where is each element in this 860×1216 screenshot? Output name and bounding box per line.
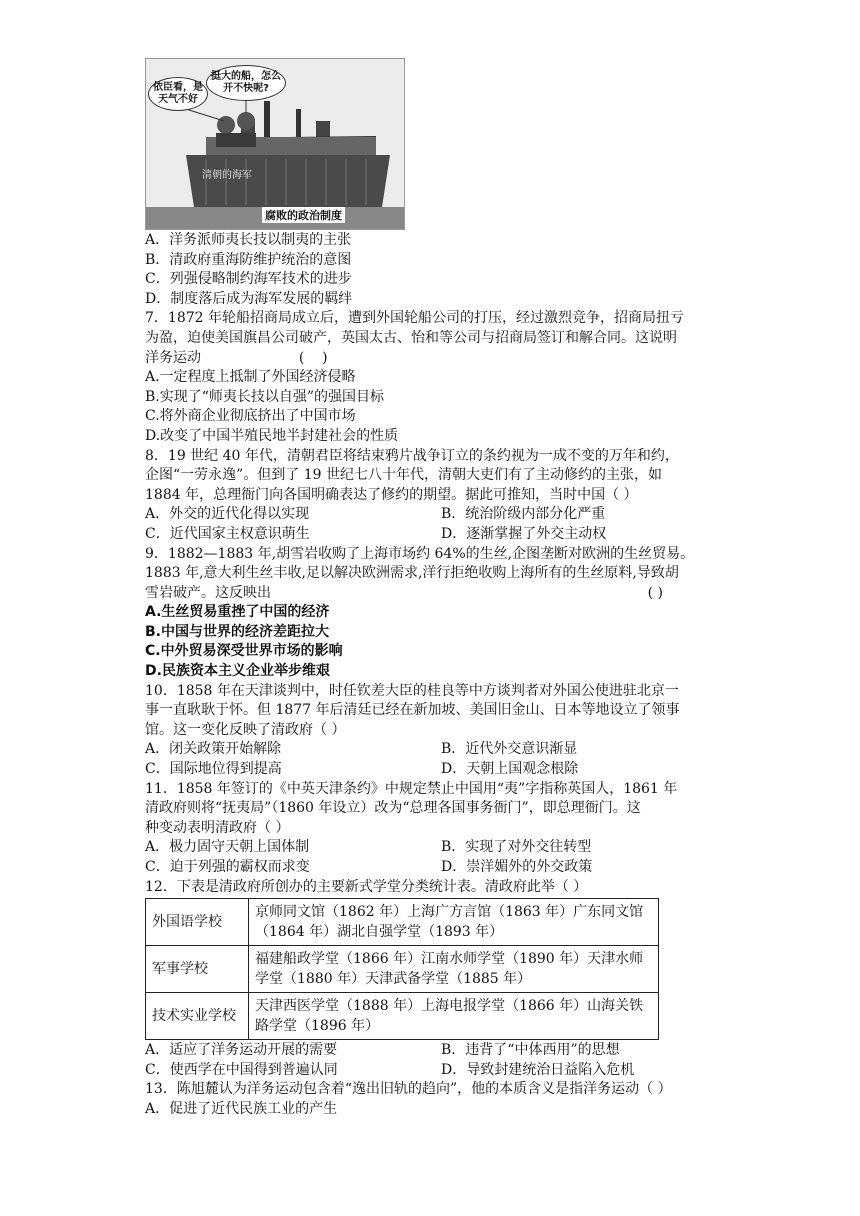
question-12 — [145, 878, 665, 1081]
hull-label: 清朝的海军 — [202, 170, 252, 181]
question-stem-line: 1883 年,意大利生丝丰收,足以解决欧洲需求,洋行拒绝收购上海所有的生丝原料,导致胡 — [145, 565, 679, 582]
question-stem-line: 11．1858 年签订的《中英天津条约》中规定禁止中国用“夷”字指称英国人，1861 年 — [145, 780, 678, 797]
option-d: D．天朝上国观念根除 — [441, 761, 579, 778]
option-row — [145, 760, 665, 780]
schools-table — [145, 898, 659, 1040]
option-b: B．实现了对外交往转型 — [441, 839, 592, 856]
table-schools-cell: 福建船政学堂（1866 年）江南水师学堂（1890 年）天津水师学堂（1880 年）天津武备学堂（1885 年） — [249, 946, 659, 993]
option-row — [145, 858, 665, 878]
table-row — [146, 946, 659, 993]
question-stem-line: 1884 年，总理衙门向各国明确表达了修约的期望。据此可推知，当时中国（ ） — [145, 486, 638, 503]
option-a: A．适应了洋务运动开展的需要 — [145, 1042, 338, 1059]
question-10 — [145, 682, 680, 780]
answer-parentheses: ( ) — [647, 584, 663, 601]
option-d: D．逐渐掌握了外交主动权 — [441, 525, 607, 542]
option-c: C．列强侵略制约海军技术的进步 — [145, 271, 352, 288]
speech-bubble-right: 挺大的船，怎么开不快呢? — [206, 65, 286, 101]
option-d: D.民族资本主义企业举步维艰 — [145, 663, 330, 680]
option-c: C.中外贸易深受世界市场的影响 — [145, 643, 343, 660]
question-9 — [145, 545, 695, 682]
question-stem-line: 10．1858 年在天津谈判中，时任钦差大臣的桂良等中方谈判者对外国公使进驻北京一 — [145, 682, 679, 699]
question-stem-line: 9．1882—1883 年,胡雪岩收购了上海市场约 64%的生丝,企图垄断对欧洲的生丝贸易。 — [145, 545, 695, 562]
option-c: C．近代国家主权意识萌生 — [145, 525, 310, 542]
option-row — [145, 1041, 665, 1061]
option-d: D．制度落后成为海军发展的羁绊 — [145, 290, 353, 307]
table-category-cell: 军事学校 — [146, 946, 249, 993]
option-d: D．崇洋媚外的外交政策 — [441, 859, 593, 875]
option-c: C．使西学在中国得到普遍认同 — [145, 1061, 338, 1078]
table-row — [146, 899, 659, 946]
question-8 — [145, 447, 679, 545]
question-stem-line: 7．1872 年轮船招商局成立后，遭到外国轮船公司的打压，经过激烈竞争，招商局扭亏 — [145, 310, 684, 327]
option-a: A．闭关政策开始解除 — [145, 741, 282, 758]
option-row — [145, 740, 665, 760]
option-a: A．极力固守天朝上国体制 — [145, 839, 310, 856]
question-stem-line: 洋务运动 ( ) — [145, 349, 328, 366]
option-a: A.生丝贸易重挫了中国的经济 — [145, 604, 330, 621]
table-category-cell: 外国语学校 — [146, 899, 249, 946]
question-stem-line: 馆。这一变化反映了清政府（ ） — [145, 721, 346, 738]
option-a: A．外交的近代化得以实现 — [145, 506, 310, 523]
option-d: D.改变了中国半殖民地半封建社会的性质 — [145, 427, 399, 444]
option-b: B.实现了“师夷长技以自强”的强国目标 — [145, 388, 385, 405]
table-schools-cell: 天津西医学堂（1888 年）上海电报学堂（1866 年）山海关铁路学堂（1896 年） — [249, 993, 659, 1040]
option-b: B.中国与世界的经济差距拉大 — [145, 623, 329, 640]
document-page — [145, 58, 695, 1120]
option-row — [145, 505, 665, 525]
option-d: D．导致封建统治日益陷入危机 — [441, 1061, 635, 1078]
option-c: C．迫于列强的霸权而求变 — [145, 859, 310, 875]
question-stem-line: 为盈，迫使美国旗昌公司破产，英国太古、怡和等公司与招商局签订和解合同。这说明 — [145, 329, 677, 346]
option-row — [145, 838, 665, 858]
option-b: B．近代外交意识渐显 — [441, 741, 578, 758]
option-b: B．统治阶级内部分化严重 — [441, 506, 606, 523]
question-stem-line: 雪岩破产。这反映出 — [145, 584, 271, 601]
question-7 — [145, 309, 684, 446]
question-stem-line: 8．19 世纪 40 年代，清朝君臣将结束鸦片战争订立的条约视为一成不变的万年和约， — [145, 447, 679, 464]
option-a: A.一定程度上抵制了外国经济侵略 — [145, 369, 356, 386]
speech-bubble-left: 依臣看，是天气不好 — [148, 77, 208, 111]
table-row — [146, 993, 659, 1040]
option-row — [145, 525, 665, 545]
option-a: A．促进了近代民族工业的产生 — [145, 1100, 338, 1117]
option-b: B．违背了“中体西用”的思想 — [441, 1042, 620, 1059]
option-a: A．洋务派师夷长技以制夷的主张 — [145, 232, 352, 248]
option-c: C．国际地位得到提高 — [145, 761, 282, 778]
option-row — [145, 1061, 665, 1081]
table-schools-cell: 京师同文馆（1862 年）上海广方言馆（1863 年）广东同文馆（1864 年）湖北自强学堂（1893 年） — [249, 899, 659, 946]
base-label: 腐败的政治制度 — [262, 207, 345, 223]
question-stem-line: 13．陈旭麓认为洋务运动包含着“逸出旧轨的趋向”，他的本质含义是指洋务运动（ ） — [145, 1081, 672, 1098]
question-stem-line: 企图“一劳永逸”。但到了 19 世纪七八十年代，清朝大吏们有了主动修约的主张，如 — [145, 467, 663, 484]
question-11 — [145, 780, 678, 878]
option-c: C.将外商企业彻底挤出了中国市场 — [145, 408, 356, 425]
question-stem-line: 清政府则将“抚夷局”（1860 年设立）改为“总理各国事务衙门”，即总理衙门。这 — [145, 800, 641, 817]
question-stem-line: 事一直耿耿于怀。但 1877 年后清廷已经在新加坡、美国旧金山、日本等地设立了领事 — [145, 702, 680, 719]
question-13 — [145, 1080, 672, 1119]
question-stem-line: 种变动表明清政府（ ） — [145, 819, 290, 836]
question-6-options — [145, 231, 665, 309]
option-b: B．清政府重海防维护统治的意图 — [145, 251, 352, 268]
political-cartoon — [145, 58, 405, 230]
question-stem-line: 12．下表是清政府所创办的主要新式学堂分类统计表。清政府此举（ ） — [145, 878, 588, 895]
table-category-cell: 技术实业学校 — [146, 993, 249, 1040]
